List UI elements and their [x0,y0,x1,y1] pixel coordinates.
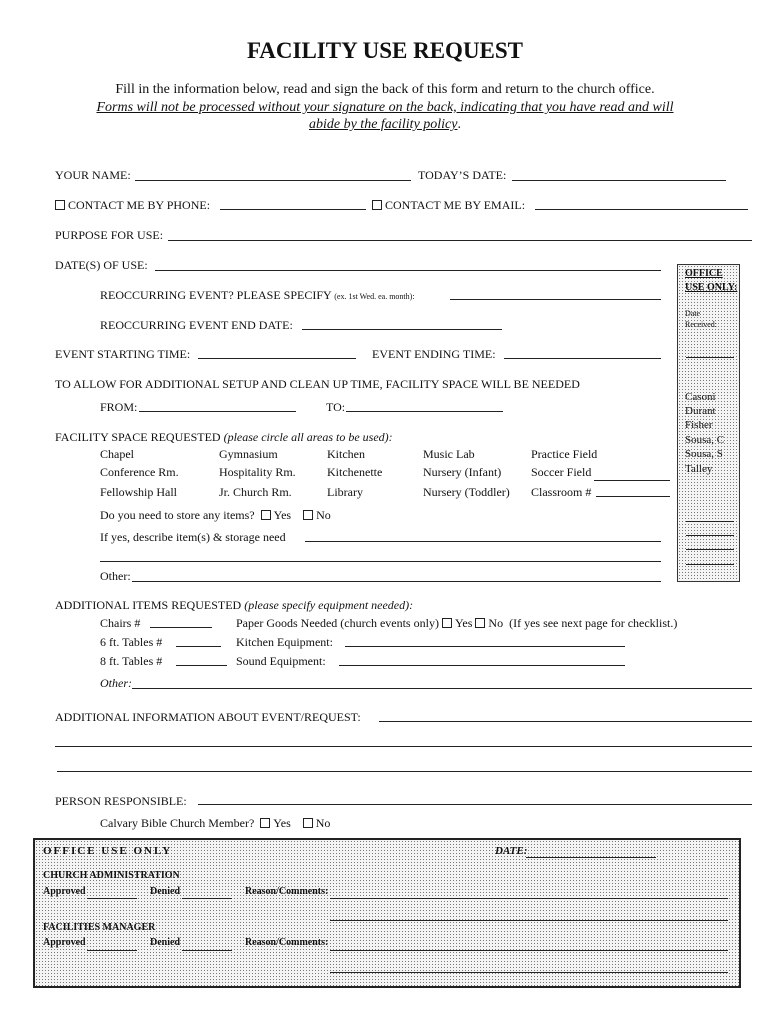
reoccurring-end-field[interactable] [302,329,502,330]
store-question-row [100,508,331,522]
church-admin-approved-field[interactable] [87,898,137,899]
your-name-label: YOUR NAME: [55,168,131,182]
space-option[interactable]: Practice Field [531,447,598,461]
facilities-approved: Approved [43,937,86,948]
space-other-field[interactable] [132,581,661,582]
from-label: FROM: [100,400,138,414]
additional-other-label: Other: [100,676,132,690]
store-yes-label: Yes [273,508,292,522]
space-option[interactable]: Chapel [100,447,134,461]
form-title: FACILITY USE REQUEST [246,38,524,63]
member-question: Calvary Bible Church Member? [100,816,255,830]
paper-note: (If yes see next page for checklist.) [509,616,678,630]
office-staff-name: Sousa, C [685,434,725,446]
facilities-reason: Reason/Comments: [245,937,329,948]
setup-note: TO ALLOW FOR ADDITIONAL SETUP AND CLEAN UP TIME, FACILITY SPACE WILL BE NEEDED [55,377,580,391]
dates-field[interactable] [155,270,661,271]
office-side-date-1: Date [685,309,701,318]
facilities-denied-field[interactable] [182,950,232,951]
dates-label: DATE(S) OF USE: [55,258,148,272]
space-option[interactable]: Kitchen [327,447,365,461]
space-option[interactable]: Jr. Church Rm. [219,485,292,499]
reoccurring-field[interactable] [450,299,661,300]
office-side-line[interactable] [686,521,734,522]
additional-heading-label: ADDITIONAL ITEMS REQUESTED [55,598,242,612]
describe-label: If yes, describe item(s) & storage need [100,530,286,544]
paper-goods-label: Paper Goods Needed (church events only) [236,616,439,630]
additional-other-field[interactable] [132,688,752,689]
end-time-label: EVENT ENDING TIME: [372,347,496,361]
space-option[interactable]: Music Lab [423,447,475,461]
from-field[interactable] [139,411,296,412]
reoccurring-label: REOCCURRING EVENT? PLEASE SPECIFY [100,288,332,302]
contact-email-label: CONTACT ME BY EMAIL: [385,198,526,212]
facilities-approved-field[interactable] [87,950,137,951]
contact-phone-field[interactable] [220,209,366,210]
space-option[interactable]: Nursery (Toddler) [423,485,510,499]
person-responsible-field[interactable] [198,804,752,805]
tables8-label: 8 ft. Tables # [100,654,163,668]
tables6-label: 6 ft. Tables # [100,635,163,649]
contact-phone-checkbox[interactable] [55,200,65,210]
intro-line-3 [0,117,770,133]
intro-line-1: Fill in the information below, read and sign the back of this form and return to the church office. [115,82,655,97]
sound-equipment-label: Sound Equipment: [236,654,326,668]
contact-phone-label: CONTACT ME BY PHONE: [68,198,211,212]
office-side-date-field[interactable] [686,357,734,358]
space-option[interactable]: Classroom # [531,485,592,499]
office-side-line[interactable] [686,535,734,536]
space-option[interactable]: Gymnasium [219,447,278,461]
paper-no-checkbox[interactable] [475,618,485,628]
church-admin-denied: Denied [150,886,180,897]
facilities-manager-heading: FACILITIES MANAGER [43,922,156,933]
office-side-line[interactable] [686,564,734,565]
space-heading-label: FACILITY SPACE REQUESTED [55,430,221,444]
space-heading [55,430,393,444]
chairs-label: Chairs # [100,616,141,630]
office-staff-name: Casoni [685,391,716,403]
to-field[interactable] [346,411,503,412]
office-bottom-title: OFFICE USE ONLY [43,845,173,857]
additional-info-field-3[interactable] [57,771,752,772]
intro-line-3-text: abide by the facility policy [308,117,458,132]
space-heading-note: (please circle all areas to be used): [223,430,393,444]
contact-email-row [372,198,525,212]
store-no-label: No [316,508,331,522]
reoccurring-example: (ex. 1st Wed. ea. month): [334,292,415,301]
tables6-field[interactable] [176,646,221,647]
sound-equipment-field[interactable] [339,665,625,666]
tables8-field[interactable] [176,665,227,666]
office-staff-name: Sousa, S [685,448,723,460]
end-time-field[interactable] [504,358,661,359]
your-name-field[interactable] [135,180,411,181]
office-side-date-2: Received: [685,320,717,329]
additional-info-field[interactable] [379,721,752,722]
space-other-label: Other: [100,569,131,583]
chairs-field[interactable] [150,627,212,628]
purpose-label: PURPOSE FOR USE: [55,228,164,242]
church-admin-heading: CHURCH ADMINISTRATION [43,870,180,881]
todays-date-label: TODAY’S DATE: [418,168,507,182]
member-row [100,816,330,830]
contact-phone-row [55,198,210,212]
start-time-field[interactable] [198,358,356,359]
church-admin-reason-field[interactable] [330,898,728,899]
store-question: Do you need to store any items? [100,508,255,522]
todays-date-field[interactable] [512,180,726,181]
office-staff-name: Talley [685,463,713,475]
paper-yes-checkbox[interactable] [442,618,452,628]
additional-heading [55,598,413,612]
intro-line-3-period: . [457,117,461,132]
person-responsible-label: PERSON RESPONSIBLE: [55,794,187,808]
contact-email-checkbox[interactable] [372,200,382,210]
store-no-checkbox[interactable] [303,510,313,520]
office-side-line[interactable] [686,549,734,550]
space-option[interactable]: Library [327,485,363,499]
to-label: TO: [326,400,346,414]
facilities-reason-field-2[interactable] [330,972,728,973]
space-option[interactable]: Kitchenette [327,465,383,479]
classroom-number-field[interactable] [596,496,670,497]
church-admin-denied-field[interactable] [182,898,232,899]
member-no-checkbox[interactable] [303,818,313,828]
member-yes-checkbox[interactable] [260,818,270,828]
kitchen-equipment-field[interactable] [345,646,625,647]
intro-line-2: Forms will not be processed without your signature on the back, indicating that you have read and will [96,100,674,115]
office-bottom-date-label: DATE: [495,845,528,857]
office-side-title-2: USE ONLY: [685,282,738,293]
member-yes-label: Yes [273,816,291,830]
kitchen-equipment-label: Kitchen Equipment: [236,635,333,649]
additional-info-label: ADDITIONAL INFORMATION ABOUT EVENT/REQUEST: [55,710,361,724]
start-time-label: EVENT STARTING TIME: [55,347,191,361]
office-side-title-1: OFFICE [685,268,723,279]
describe-field[interactable] [305,541,661,542]
contact-email-field[interactable] [535,209,748,210]
store-yes-checkbox[interactable] [261,510,271,520]
office-use-bottom-box [33,838,741,988]
space-option[interactable]: Fellowship Hall [100,485,177,499]
space-option[interactable]: Conference Rm. [100,465,179,479]
office-staff-name: Durant [685,405,716,417]
member-no-label: No [315,816,331,830]
office-bottom-date-field[interactable] [526,857,656,858]
paper-no-label: No [488,616,504,630]
space-option[interactable]: Nursery (Infant) [423,465,502,479]
church-admin-reason-field-2[interactable] [330,920,728,921]
space-option[interactable]: Soccer Field [531,465,592,479]
reoccurring-end-label: REOCCURRING EVENT END DATE: [100,318,293,332]
space-option[interactable]: Hospitality Rm. [219,465,296,479]
reoccurring-row [100,288,415,304]
additional-info-field-2[interactable] [55,746,752,747]
facilities-reason-field[interactable] [330,950,728,951]
paper-goods-row [236,616,677,630]
church-admin-reason: Reason/Comments: [245,886,329,897]
describe-field-2[interactable] [100,561,661,562]
soccer-field-line[interactable] [594,480,670,481]
purpose-field[interactable] [168,240,752,241]
office-staff-name: Fisher [685,419,713,431]
paper-yes-label: Yes [454,616,473,630]
church-admin-approved: Approved [43,886,86,897]
additional-heading-note: (please specify equipment needed): [244,598,414,612]
facilities-denied: Denied [150,937,180,948]
